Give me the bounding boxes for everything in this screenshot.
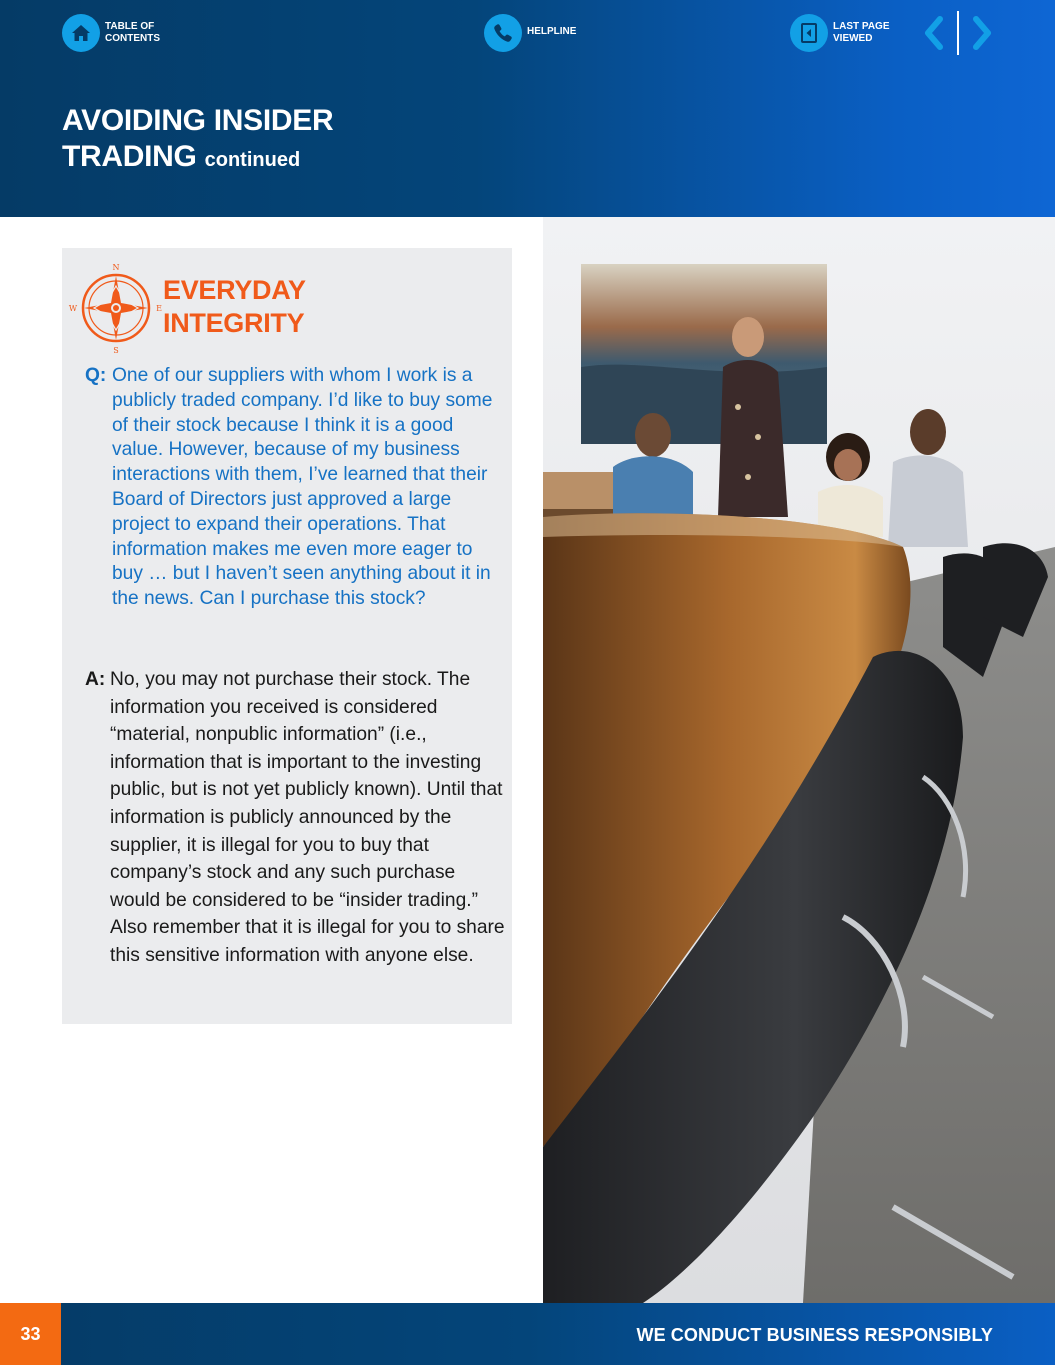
page-title xyxy=(62,103,333,178)
section-title: WE CONDUCT BUSINESS RESPONSIBLY xyxy=(636,1325,993,1345)
answer-tag: A: xyxy=(85,669,106,690)
last-page-viewed-label: LAST PAGE VIEWED xyxy=(833,21,890,44)
table-of-contents-label: TABLE OF CONTENTS xyxy=(105,21,160,44)
helpline-link[interactable] xyxy=(484,14,597,52)
page-title-line2: TRADING xyxy=(62,140,197,173)
helpline-label: HELPLINE xyxy=(527,26,577,37)
question-tag: Q: xyxy=(85,365,107,386)
compass-e-label: E xyxy=(156,304,162,313)
page-title-line1: AVOIDING INSIDER xyxy=(62,104,334,137)
page-title-suffix: continued xyxy=(204,149,301,171)
panel-heading-line2: INTEGRITY xyxy=(163,308,305,338)
page-number: 33 xyxy=(0,1303,61,1365)
everyday-integrity-panel xyxy=(62,248,512,1024)
compass-icon xyxy=(68,260,168,356)
question-block xyxy=(85,364,505,612)
compass-w-label: W xyxy=(68,304,78,313)
phone-icon[interactable] xyxy=(484,14,522,52)
footer-bar xyxy=(0,1303,1055,1365)
answer-block xyxy=(85,666,505,970)
nav-divider xyxy=(957,11,959,55)
header-bar xyxy=(0,0,1055,217)
answer-text: No, you may not purchase their stock. The information you received is considered “material, nonpublic information” (i.e., information that is important to the investing public, but is not yet publicly known). Until that information is publicly announced by the supplier, it is illegal for you to buy that company’s stock and any such purchase would be considered to be “insider trading.” Also remember that it is illegal for you to share this sensitive information with anyone else. xyxy=(110,669,505,966)
compass-s-label: S xyxy=(113,346,119,355)
compass-n-label: N xyxy=(112,263,120,272)
table-of-contents-link[interactable] xyxy=(62,14,175,52)
panel-heading xyxy=(163,274,306,340)
question-text: One of our suppliers with whom I work is a publicly traded company. I’d like to buy some of their stock because I think it is a good value. However, because of my business interactions with them, I’ve learned that their Board of Directors just approved a large project to expand their operations. That information makes me even more eager to buy … but I haven’t seen anything about it in the news. Can I purchase this stock? xyxy=(112,365,493,610)
back-page-icon[interactable] xyxy=(790,14,828,52)
meeting-room-photo xyxy=(543,217,1055,1303)
last-page-viewed-link[interactable] xyxy=(790,14,903,52)
chevron-right-icon[interactable] xyxy=(970,16,994,50)
panel-heading-line1: EVERYDAY xyxy=(163,275,306,305)
chevron-left-icon[interactable] xyxy=(922,16,946,50)
home-icon[interactable] xyxy=(62,14,100,52)
